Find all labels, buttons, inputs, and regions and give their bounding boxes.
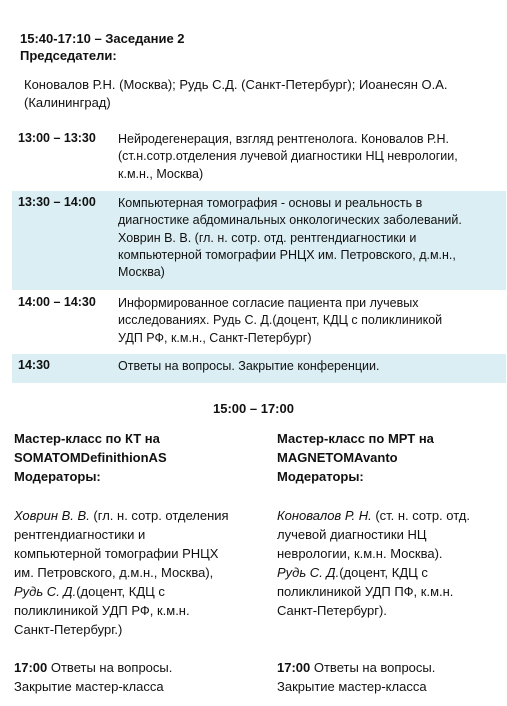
schedule-line: компьютерной томографии РНЦХ им. Петровского, д.м.н., [118, 247, 456, 262]
schedule-line: Ответы на вопросы. Закрытие конференции. [118, 359, 380, 373]
chairs-line-2: (Калининград) [24, 95, 111, 110]
moderator-details: неврологии, к.м.н. Москва). [277, 546, 443, 561]
moderators-label: Модераторы: [14, 469, 101, 484]
schedule-time: 14:30 [18, 358, 50, 372]
schedule-row [12, 291, 506, 353]
schedule-line: исследованиях. Рудь С. Д.(доцент, КДЦ с поликлиникой [118, 313, 443, 328]
moderator-name: Рудь С. Д. [14, 584, 77, 599]
moderator-details: (ст. н. сотр. отд. [371, 508, 470, 523]
schedule-line: УДП РФ, к.м.н., Санкт-Петербург) [118, 330, 312, 345]
moderator-details: им. Петровского, д.м.н., Москва), [14, 565, 214, 580]
moderator-name: Коновалов Р. Н. [277, 508, 372, 523]
moderator-details: (доцент, КДЦ с [76, 584, 165, 599]
closing-time: 17:00 [14, 660, 48, 675]
schedule-time: 14:00 – 14:30 [18, 295, 96, 309]
schedule-description [118, 295, 502, 347]
chairs-label: Председатели: [20, 48, 117, 63]
master-class-equipment: MAGNETOMAvanto [277, 450, 398, 465]
schedule-line: диагностике абдоминальных онкологических заболеваний. [118, 213, 462, 228]
schedule-time: 13:00 – 13:30 [18, 131, 96, 145]
master-class-equipment: SOMATOMDefinithionAS [14, 450, 167, 465]
moderator-details: (доцент, КДЦ с [339, 565, 428, 580]
chairs-line-1: Коновалов Р.Н. (Москва); Рудь С.Д. (Санкт-Петербург); Иоанесян О.А. [24, 77, 448, 92]
master-class-title: Мастер-класс по КТ на [14, 431, 160, 446]
closing-text: Ответы на вопросы. [310, 660, 436, 675]
schedule-description [118, 131, 502, 183]
closing-text: Закрытие мастер-класса [14, 679, 164, 694]
master-class-time: 15:00 – 17:00 [213, 401, 294, 416]
moderator-2 [14, 582, 254, 601]
moderator-details: компьютерной томографии РНЦХ [14, 546, 219, 561]
schedule-line: Москва) [118, 265, 165, 280]
schedule-row [12, 354, 506, 383]
schedule-row [12, 191, 506, 290]
moderator-details: рентгендиагностики и [14, 527, 146, 542]
moderators-label: Модераторы: [277, 469, 364, 484]
closing-text: Ответы на вопросы. [47, 660, 173, 675]
moderator-2 [277, 563, 503, 582]
moderator-details: (гл. н. сотр. отделения [89, 508, 229, 523]
schedule-line: к.м.н., Москва) [118, 166, 204, 181]
closing-line [277, 658, 503, 677]
session-title: – Заседание 2 [90, 31, 185, 46]
moderator-1 [14, 506, 254, 525]
schedule-row [12, 127, 506, 190]
schedule-line: (ст.н.сотр.отделения лучевой диагностики НЦ неврологии, [118, 149, 458, 164]
moderator-details: лучевой диагностики НЦ [277, 527, 427, 542]
session-heading [20, 30, 185, 48]
closing-time: 17:00 [277, 660, 311, 675]
moderator-details: поликлиникой УДП РФ, к.м.н. [14, 603, 190, 618]
master-class-mri [277, 429, 503, 696]
closing-line [14, 658, 254, 677]
moderator-details: поликлиникой УДП ПФ, к.м.н. [277, 584, 454, 599]
moderator-1 [277, 506, 503, 525]
schedule-description [118, 358, 502, 375]
moderator-details: Санкт-Петербург.) [14, 622, 123, 637]
schedule-description [118, 195, 502, 281]
schedule-line: Ховрин В. В. (гл. н. сотр. отд. рентгендиагностики и [118, 230, 417, 245]
moderator-name: Ховрин В. В. [14, 508, 90, 523]
schedule-line: Компьютерная томография - основы и реальность в [118, 196, 423, 210]
moderator-details: Санкт-Петербург). [277, 603, 387, 618]
closing-text: Закрытие мастер-класса [277, 679, 427, 694]
schedule-line: Нейродегенерация, взгляд рентгенолога. Коновалов Р.Н. [118, 132, 449, 146]
session-time: 15:40-17:10 [20, 31, 91, 46]
schedule-line: Информированное согласие пациента при лучевых [118, 296, 419, 310]
schedule-time: 13:30 – 14:00 [18, 195, 96, 209]
moderator-name: Рудь С. Д. [277, 565, 340, 580]
master-class-title: Мастер-класс по МРТ на [277, 431, 434, 446]
master-class-ct [14, 429, 254, 696]
